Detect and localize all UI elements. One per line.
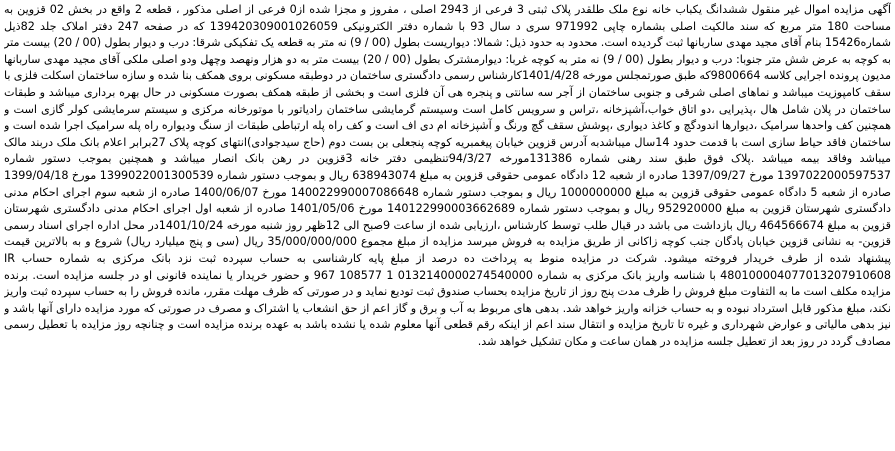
auction-notice-text: آگهی مزایده اموال غیر منقول ششدانگ یکباب خانه نوع ملک طلقدر پلاک ثبتی 3 فرعی از 2943 اصلی ، مفروز و مجزا شده از0 فرعی از اصلی مذکور ، قطعه 2 واقع در بخش 02 قزوین به مساحت 180 متر مربع که سند مالکیت اصلی بشماره چاپی 971992 سری د سال 93 با شماره دفتر الکترونیکی 139420309001026059 که در صفحه 247 دفتر املاک جلد 82ذیل شماره15426 بنام آقای مجید مهدی ساربانها ثبت گردیده است. محدود به حدود ذیل: شمالا: دیواریست بطول (00 / 9) نه متر به قطعه یک تفکیکی شرقا: درب و دیوار بطول (00 / 20) بیست متر به کوچه به عرض شش متر جنوبا: درب و دیوار بطول (00 / 9) نه متر به کوچه غربا: دیوارمشترک بطول (00 / 20) بیست متر به دو هزار ونهصد وچهل ودو اصلی ملکی آقای مجید مهدی ساربانها مدیون پرونده اجرایی کلاسه 9800664که طبق صورتمجلس مورخه 1401/4/28کارشناس رسمی دادگستری ساختمان در دوطبقه مسکونی بروی همکف بنا شده و سازه ساختمان اسکلت فلزی با سقف کامپوزیت میباشد و نماهای اصلی شرقی و جنوبی ساختمان از آجر سه سانتی و پنجره هی آن فلزی است و بخشی از طبقه همکف بصورت مسکونی در حال بهره برداری میباشد و طبقات ساختمان در پلان شامل هال ،پذیرایی ،دو اتاق خواب،آشپزخانه ،تراس و سرویس کامل است وسیستم گرمایشی ساختمان رادیاتور با موتورخانه مرکزی و سیستم سرمایشی کولر گازی است و همچنین کف واحدها سرامیک ،دیوارها اندودگچ و کاغذ دیواری ،پوشش سقف گچ ورنگ و آشپزخانه ام دی اف است و کف راه پله ارتباطی طبقات از سنگ ودیواره راه پله سرامیک اجرا شده است و ساختمان فاقد حیاط سازی است با قدمت حدود 14سال میباشدبه آدرس قزوین خیابان پیغمبریه کوچه پنجعلی بن بست دوم (حاج سیدجوادی)انتهای کوچه پلاک 27برابر اعلام بانک ملک دربند مالک میباشد وفاقد بیمه میباشد .پلاک فوق طبق سند رهنی شماره 131386مورخه 94/3/27تنظیمی دفتر خانه 3قزوین در رهن بانک انصار میباشد و همچنین بموجب دستور شماره 1397022000597537 مورخ 1397/09/27 صادره از شعبه 12 دادگاه عمومی حقوقی قزوین به مبلغ 638943074 ریال و بموجب دستور شماره 1399022001300539 مورخ 1399/04/18 صادره از شعبه 5 دادگاه عمومی حقوقی قزوین به مبلغ 1000000000 ریال و بموجب دستور شماره 140022990007086648 مورخ 1400/06/07 صادره از شعبه سوم اجرای احکام مدنی دادگستری شهرستان قزوین به مبلغ 952920000 ریال و بموجب دستور شماره 140122990003662689 مورخ 1401/05/06 صادره از شعبه اول اجرای احکام مدنی دادگستری شهرستان قزوین به مبلغ 464566674 ریال بازداشت می باشد در قبال طلب توسط کارشناس ،ارزیابی شده از ساعت 9صبح الی 12ظهر روز شنبه مورخه 1401/10/24در محل اداره اجرای اسناد رسمی قزوین- به نشانی قزوین خیابان پادگان جنب کوچه زاکانی از طریق مزایده به فروش میرسد مزایده از مبلغ مجموع 35/000/000/000 ریال (سی و پنج میلیارد ریال) شروع و به بالاترین قیمت پیشنهاد شده از طرف خریدار فروخته میشود. شرکت در مزایده منوط به پرداخت ده درصد از مبلغ پایه کارشناسی به حساب سپرده ثبت نزد بانک مرکزی به شماره حساب IR 480100004077013207910608 با شناسه واریز بانک مرکزی به شماره 0132140000274540000 1 108577 967 و حضور خریدار یا نماینده قانونی او در جلسه مزایده است. برنده مزایده مکلف است ما به التفاوت مبلغ فروش را ظرف مدت پنج روز از تاریخ مزایده بحساب صندوق ثبت تودیع نماید و در صورتی که ظرف مهلت مقرر، مانده فروش را به حساب سپرده ثبت واریز نکند، مبلغ مذکور قابل استرداد نبوده و به حساب خزانه واریز خواهد شد. بدهی های مربوط به آب و برق و گاز اعم از حق انشعاب یا اشتراک و مصرف در صورتی که مورد مزایده دارای آنها باشد و نیز بدهی مالیاتی و عوارض شهرداری و غیره تا تاریخ مزایده و انتقال سند اعم از اینکه رقم قطعی آنها معلوم شده یا نشده باشد به عهده برنده مزایده است و چنانچه روز مزایده با تعطیل رسمی مصادف گردد در روز بعد از تعطیل جلسه مزایده در همان ساعت و مکان تشکیل خواهد شد.	[4, 3, 891, 348]
